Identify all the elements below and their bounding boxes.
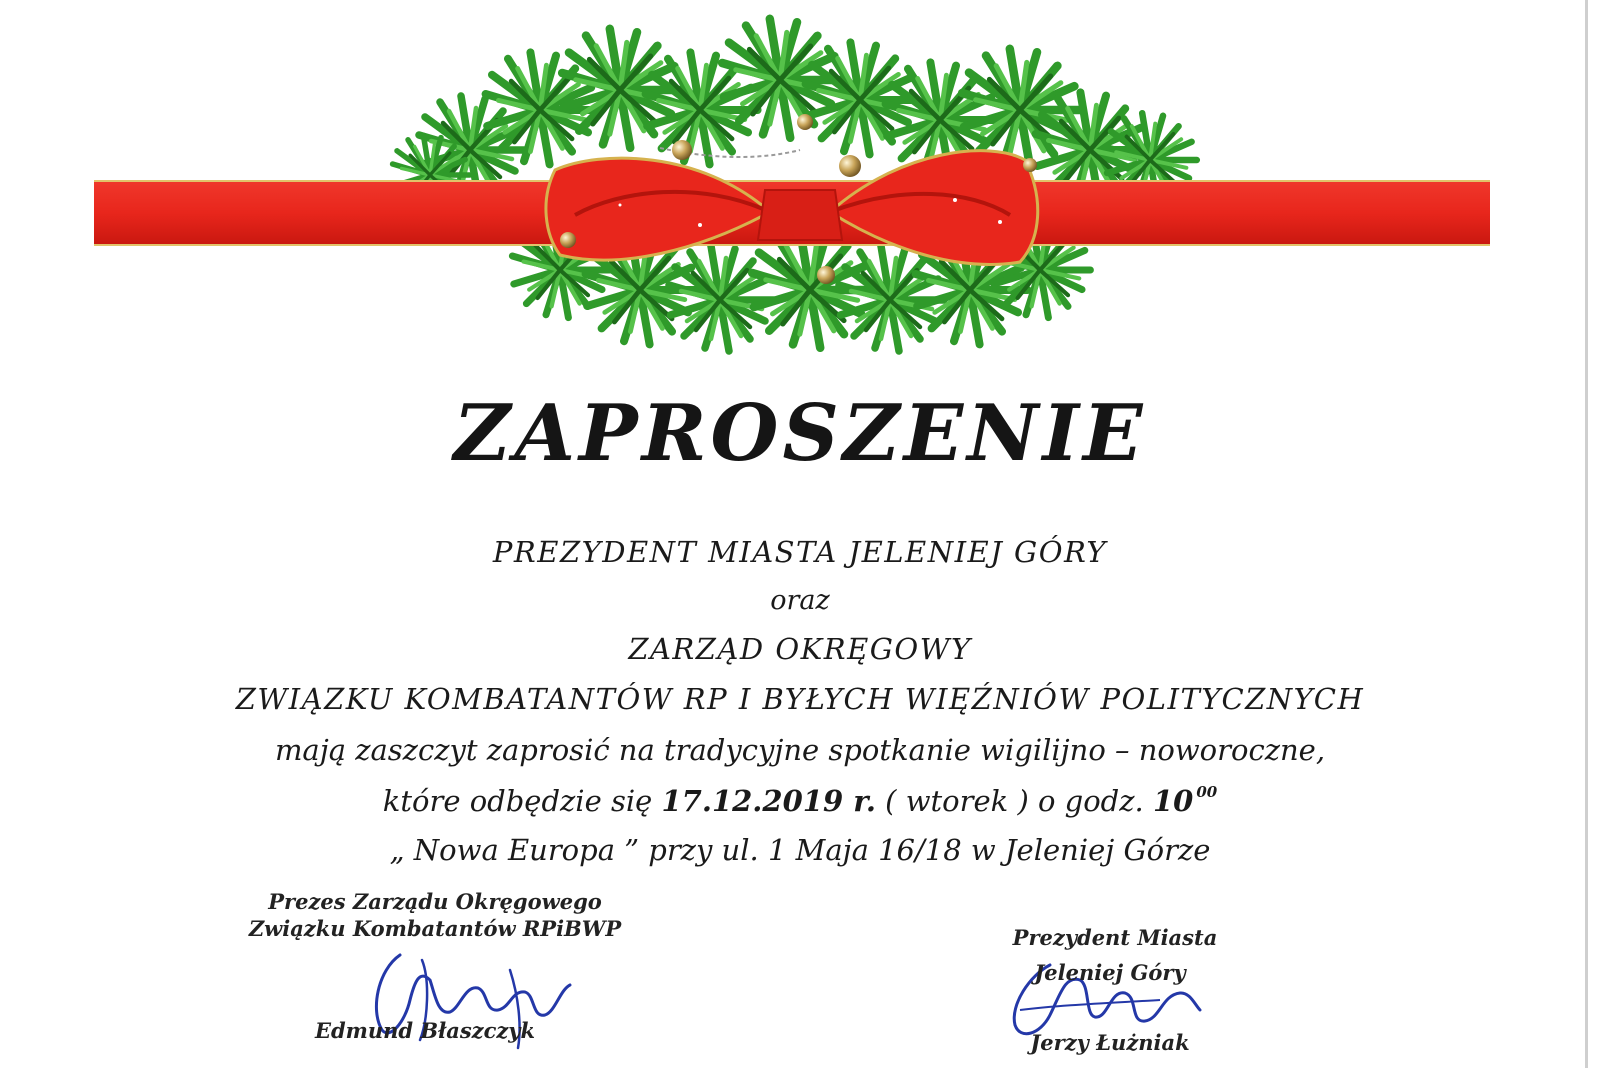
event-location: „ Nowa Europa ” przy ul. 1 Maja 16/18 w Jeleniej Górze	[389, 833, 1211, 867]
body-line-2-prefix: które odbędzie się	[382, 784, 653, 818]
left-signature-block	[245, 888, 625, 943]
conjunction: oraz	[770, 585, 830, 616]
host-1: PREZYDENT MIASTA JELENIEJ GÓRY	[492, 535, 1108, 569]
time-prefix: o godz.	[1037, 784, 1144, 818]
invitation-title: ZAPROSZENIE	[453, 388, 1147, 479]
event-weekday: ( wtorek )	[885, 784, 1029, 818]
event-date: 17.12.2019 r.	[661, 784, 876, 818]
left-signature-title-2: Związku Kombatantów RPiBWP	[248, 916, 622, 942]
host-2-line-2: ZWIĄZKU KOMBATANTÓW RP I BYŁYCH WIĘŹNIÓW POLITYCZNYCH	[235, 682, 1365, 716]
left-signature-name: Edmund Błaszczyk	[314, 1018, 536, 1043]
right-signature-name: Jerzy Łużniak	[1030, 1030, 1190, 1055]
body-line-2	[0, 783, 1600, 818]
body-line-1: mają zaszczyt zaprosić na tradycyjne spotkanie wigilijno – noworoczne,	[274, 733, 1326, 767]
right-signature-title-1: Prezydent Miasta	[1012, 925, 1218, 950]
pine-branches-with-red-bow-icon	[0, 0, 1600, 380]
left-signature-title-1: Prezes Zarządu Okręgowego	[268, 889, 602, 914]
event-time-hour: 10	[1152, 784, 1194, 818]
right-signature-title-2: Jeleniej Góry	[1034, 960, 1186, 985]
host-2-line-1: ZARZĄD OKRĘGOWY	[628, 632, 972, 666]
event-time-minutes: 00	[1196, 783, 1218, 801]
